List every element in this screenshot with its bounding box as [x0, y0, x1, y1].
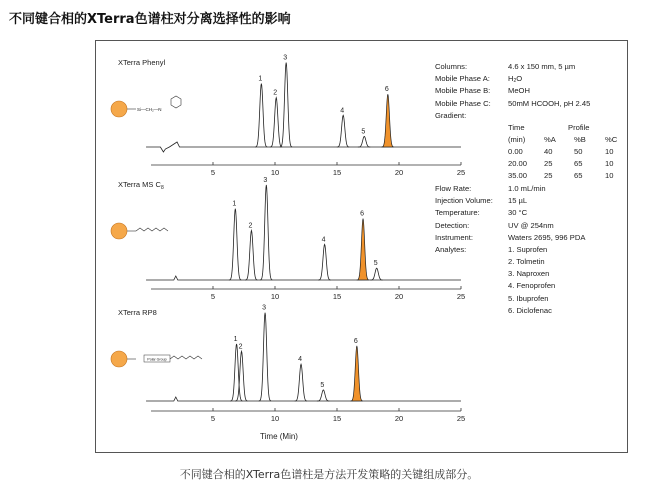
chromatogram-peak: [270, 98, 282, 147]
mpa-sub: 2: [513, 78, 517, 85]
grad-cell: 65: [574, 170, 583, 180]
grad-cell: 65: [574, 158, 583, 168]
grad-cell: 10: [605, 158, 614, 168]
x-tick-label: 10: [270, 292, 280, 301]
grad-cell: 25: [544, 158, 553, 168]
columns-label: Columns:: [435, 62, 468, 71]
x-axis-title: Time (Min): [260, 432, 298, 441]
highlighted-peak: [350, 346, 362, 401]
analyte-item: 6. Diclofenac: [508, 305, 552, 315]
chromatogram-panel: [111, 305, 465, 441]
flow-label: Flow Rate:: [435, 183, 472, 193]
chromatogram-peak: [358, 136, 370, 147]
temp-value: 30 °C: [508, 208, 528, 218]
baseline-trace: [146, 142, 461, 152]
peak-label: 6: [360, 210, 364, 218]
peak-label: 2: [248, 222, 253, 230]
analyte-item: 4. Fenoprofen: [508, 281, 556, 291]
structure-label: Si—CH₂—N: [137, 107, 162, 112]
mpb-value: MeOH: [508, 86, 530, 96]
silica-bead: [111, 101, 127, 117]
peak-label: 5: [320, 381, 325, 389]
c8-chain: [136, 228, 168, 231]
peak-label: 1: [232, 200, 237, 208]
grad-profile-header: Profile: [568, 122, 590, 132]
grad-cell: 0.00: [508, 146, 523, 156]
x-tick-label: 20: [394, 292, 404, 301]
x-tick-label: 5: [210, 414, 216, 423]
peak-label: 6: [353, 337, 358, 345]
mpc-label: Mobile Phase C:: [435, 98, 491, 108]
mpa-suffix: O: [516, 74, 523, 84]
grad-time-unit: (min): [508, 134, 526, 144]
grad-cell: 40: [544, 146, 553, 156]
x-tick-label: 25: [456, 292, 466, 301]
temp-label: Temperature:: [435, 208, 480, 218]
analytes-list: [508, 244, 555, 317]
chromatogram-peak: [259, 313, 271, 401]
chromatogram-panel: [111, 54, 468, 177]
inj-label: Injection Volume:: [435, 196, 493, 206]
peak-label: 5: [361, 128, 366, 136]
chromatogram-peak: [235, 351, 247, 401]
peak-label: 2: [238, 343, 243, 351]
x-tick-label: 25: [456, 168, 466, 177]
peak-label: 1: [233, 335, 238, 343]
figure-caption: 不同键合相的XTerra色谱柱是方法开发策略的关键组成部分。: [179, 468, 479, 481]
series-label: XTerra RP8: [118, 308, 157, 317]
x-tick-label: 10: [270, 168, 280, 177]
x-tick-label: 20: [394, 168, 404, 177]
chromatogram-peak: [318, 244, 330, 280]
mpb-label: Mobile Phase B:: [435, 86, 491, 96]
x-tick-label: 5: [210, 168, 216, 177]
peak-label: 3: [263, 176, 268, 184]
structure-label: Polar Group: [147, 357, 167, 362]
chromatogram-peak: [255, 84, 267, 147]
analyte-item: 1. Suprofen: [508, 244, 548, 254]
peak-label: 4: [340, 107, 345, 115]
grad-cell: 50: [574, 146, 583, 156]
det-value: UV @ 254nm: [508, 220, 554, 230]
chromatogram-peak: [245, 231, 257, 280]
x-tick-label: 5: [210, 292, 216, 301]
peak-label: 4: [298, 356, 302, 364]
x-tick-label: 20: [394, 414, 404, 423]
peak-label: 5: [373, 260, 378, 268]
grad-c-header: %C: [605, 134, 618, 144]
analyte-item: 5. Ibuprofen: [508, 293, 549, 303]
grad-cell: 35.00: [508, 170, 528, 180]
silica-bead: [111, 351, 127, 367]
chromatogram-peak: [230, 344, 242, 401]
mpc-value: 50mM HCOOH, pH 2.45: [508, 98, 591, 108]
x-tick-label: 15: [332, 168, 342, 177]
chromatogram-peak: [317, 390, 329, 401]
chromatogram-peak: [229, 209, 241, 280]
baseline-trace: [146, 397, 461, 401]
silica-bead: [111, 223, 127, 239]
chromatogram-peak: [370, 268, 382, 280]
page-title: 不同键合相的XTerra色谱柱对分离选择性的影响: [9, 12, 291, 27]
chromatogram-peak: [260, 185, 272, 280]
grad-a-header: %A: [544, 134, 556, 144]
grad-cell: 10: [605, 170, 614, 180]
grad-cell: 20.00: [508, 158, 528, 168]
chromatogram-peak: [337, 115, 349, 147]
peak-label: 3: [283, 54, 288, 62]
x-tick-label: 15: [332, 414, 342, 423]
analyte-item: 3. Naproxen: [508, 269, 550, 279]
phenyl-ring: [171, 96, 181, 108]
peak-label: 4: [321, 236, 326, 244]
columns-value: 4.6 x 150 mm, 5 µm: [508, 62, 576, 71]
x-tick-label: 15: [332, 292, 342, 301]
highlighted-peak: [357, 219, 369, 280]
mpa-prefix: H: [508, 74, 514, 84]
highlighted-peak: [381, 94, 393, 147]
chromatogram-panel: [111, 177, 465, 301]
series-label: XTerra Phenyl: [118, 58, 166, 67]
inst-label: Instrument:: [435, 232, 473, 242]
analyte-item: 2. Tolmetin: [508, 257, 545, 267]
grad-cell: 10: [605, 146, 614, 156]
chromatogram-peak: [280, 63, 292, 147]
rp8-chain: [170, 356, 202, 359]
series-label-sub: 8: [160, 185, 164, 191]
grad-cell: 25: [544, 170, 553, 180]
baseline-trace: [146, 276, 461, 280]
peak-label: 6: [384, 86, 389, 94]
inj-value: 15 µL: [508, 196, 528, 206]
x-tick-label: 10: [270, 414, 280, 423]
grad-b-header: %B: [574, 134, 586, 144]
peak-label: 1: [258, 75, 263, 83]
mpa-label: Mobile Phase A:: [435, 74, 490, 84]
gradient-label: Gradient:: [435, 110, 467, 120]
x-tick-label: 25: [456, 414, 466, 423]
peak-label: 2: [273, 89, 278, 97]
chromatogram-peak: [295, 364, 307, 401]
det-label: Detection:: [435, 220, 470, 230]
inst-value: Waters 2695, 996 PDA: [508, 232, 586, 242]
chromatogram-figure: [95, 40, 628, 453]
series-label: XTerra MS $C_8$: [118, 180, 164, 191]
grad-time-header: Time: [508, 122, 525, 132]
flow-value: 1.0 mL/min: [508, 183, 546, 193]
peak-label: 3: [262, 304, 267, 312]
analytes-label: Analytes:: [435, 244, 467, 254]
